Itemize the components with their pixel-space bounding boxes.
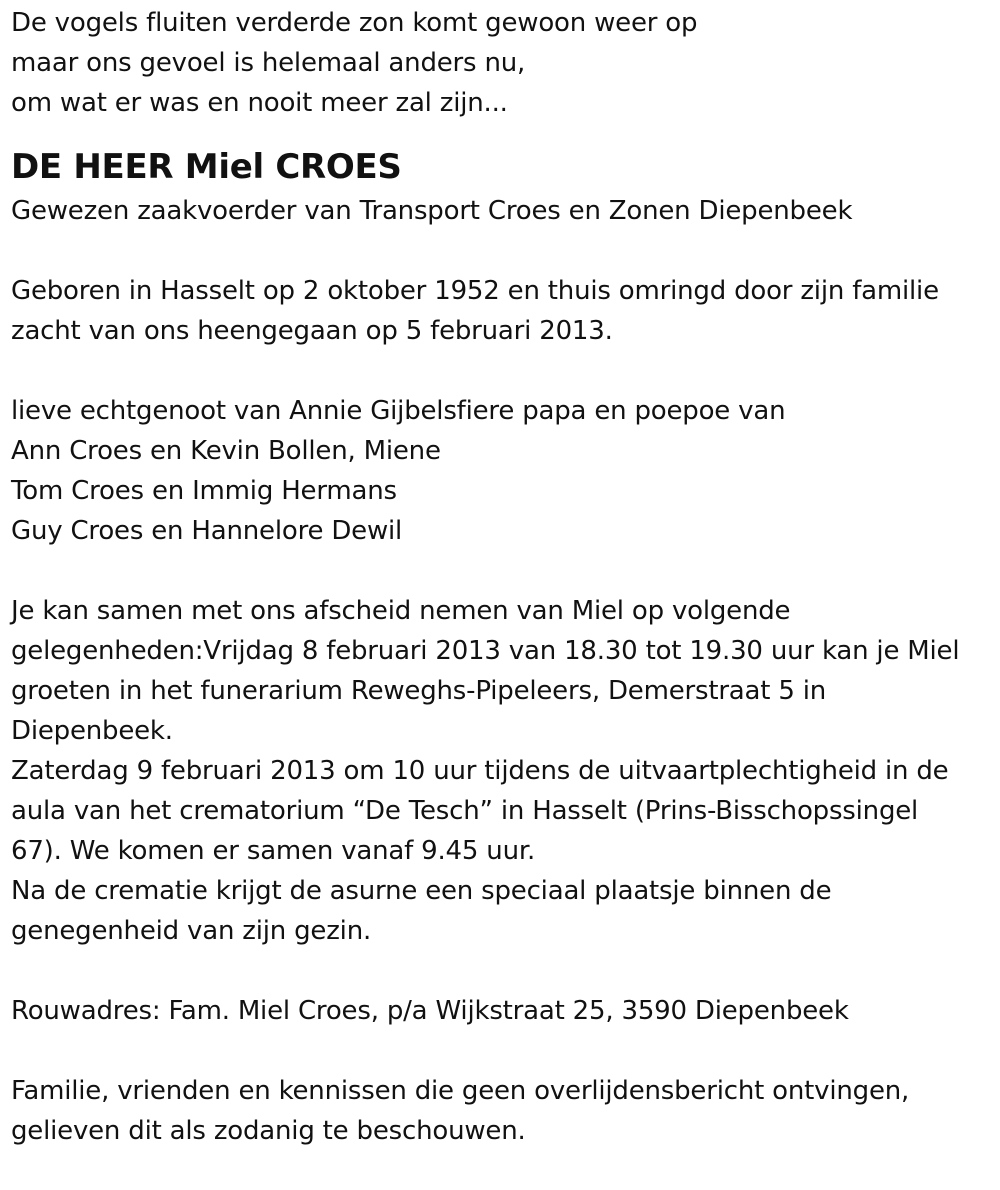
birth-line: Geboren in Hasselt op 2 oktober 1952 en thuis omringd door zijn familie [11, 276, 939, 306]
farewell-line: Diepenbeek. [11, 716, 173, 746]
family-paragraph [11, 391, 991, 551]
closing-paragraph [11, 1071, 991, 1151]
family-line: Ann Croes en Kevin Bollen, Miene [11, 436, 441, 466]
farewell-line: Je kan samen met ons afscheid nemen van Miel op volgende [11, 596, 791, 626]
family-line: Guy Croes en Hannelore Dewil [11, 516, 403, 546]
farewell-line: aula van het crematorium “De Tesch” in Hasselt (Prins-Bisschopssingel [11, 796, 919, 826]
farewell-line: 67). We komen er samen vanaf 9.45 uur. [11, 836, 536, 866]
family-line: Tom Croes en Immig Hermans [11, 476, 397, 506]
poem-line: maar ons gevoel is helemaal anders nu, [11, 48, 526, 78]
farewell-line: groeten in het funerarium Reweghs-Pipeleers, Demerstraat 5 in [11, 676, 827, 706]
poem-line: De vogels fluiten verderde zon komt gewoon weer op [11, 8, 698, 38]
closing-line: Familie, vrienden en kennissen die geen overlijdensbericht ontvingen, [11, 1076, 910, 1106]
farewell-line: gelegenheden:Vrijdag 8 februari 2013 van 18.30 tot 19.30 uur kan je Miel [11, 636, 960, 666]
family-line: lieve echtgenoot van Annie Gijbelsfiere papa en poepoe van [11, 396, 786, 426]
farewell-line: genegenheid van zijn gezin. [11, 916, 372, 946]
birth-paragraph [11, 271, 991, 351]
poem-line: om wat er was en nooit meer zal zijn... [11, 88, 508, 118]
poem [11, 3, 991, 123]
farewell-line: Na de crematie krijgt de asurne een speciaal plaatsje binnen de [11, 876, 832, 906]
deceased-name-title: DE HEER Miel CROES [11, 147, 402, 187]
birth-line: zacht van ons heengegaan op 5 februari 2013. [11, 316, 613, 346]
closing-line: gelieven dit als zodanig te beschouwen. [11, 1116, 526, 1146]
subtitle: Gewezen zaakvoerder van Transport Croes en Zonen Diepenbeek [11, 196, 853, 226]
farewell-paragraph [11, 591, 991, 951]
mourning-address: Rouwadres: Fam. Miel Croes, p/a Wijkstraat 25, 3590 Diepenbeek [11, 996, 849, 1026]
farewell-line: Zaterdag 9 februari 2013 om 10 uur tijdens de uitvaartplechtigheid in de [11, 756, 949, 786]
